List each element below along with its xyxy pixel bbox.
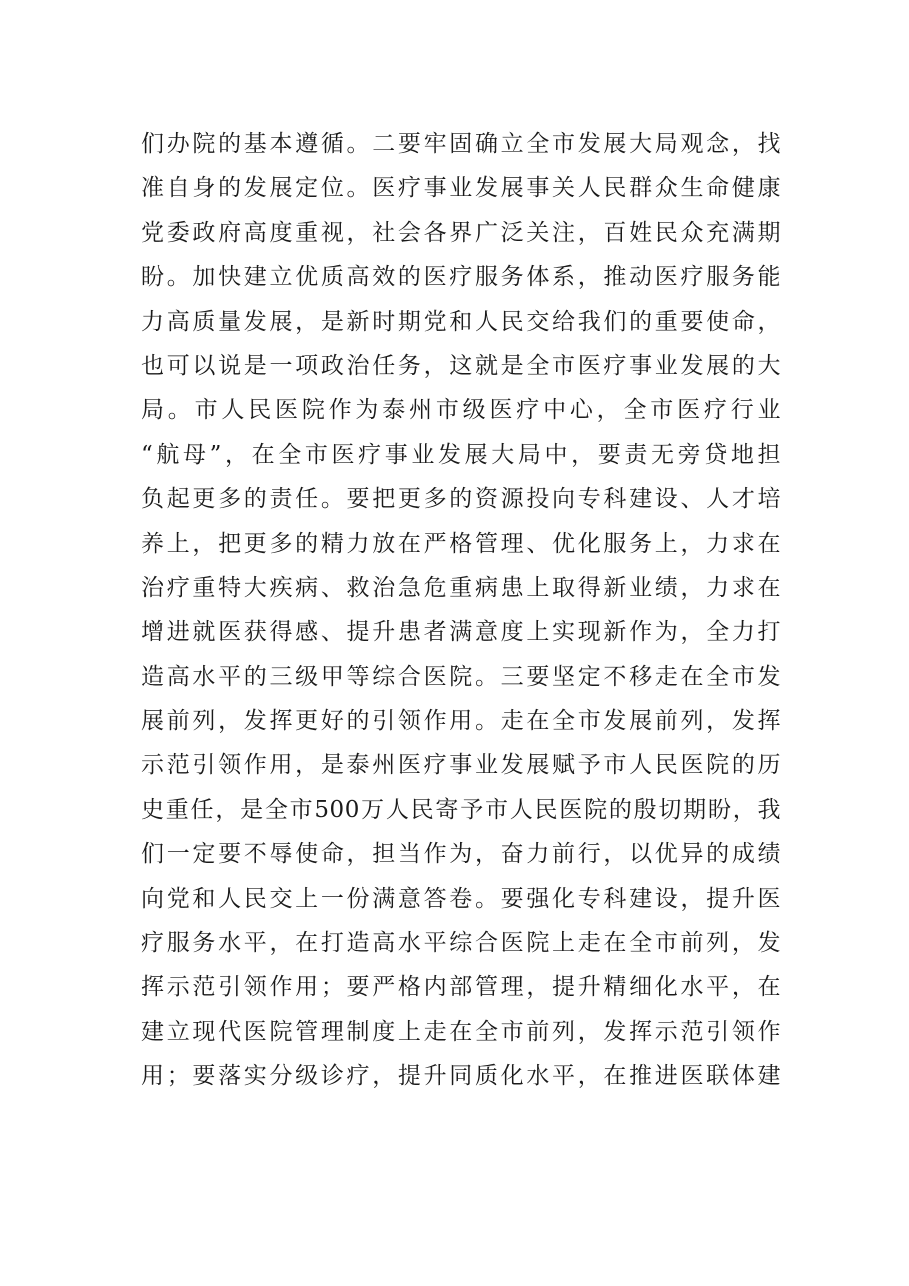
text-line: 也可以说是一项政治任务，这就是全市医疗事业发展的大 bbox=[141, 352, 781, 379]
text-line: 盼。加快建立优质高效的医疗服务体系，推动医疗服务能 bbox=[141, 264, 781, 291]
text-line: 挥示范引领作用；要严格内部管理，提升精细化水平，在 bbox=[141, 974, 781, 1001]
text-line: 建立现代医院管理制度上走在全市前列，发挥示范引领作 bbox=[141, 1018, 781, 1045]
text-line: 增进就医获得感、提升患者满意度上实现新作为，全力打 bbox=[141, 619, 781, 646]
text-line: 负起更多的责任。要把更多的资源投向专科建设、人才培 bbox=[141, 486, 781, 513]
text-line: 用；要落实分级诊疗，提升同质化水平，在推进医联体建 bbox=[141, 1063, 781, 1090]
text-line: 们办院的基本遵循。二要牢固确立全市发展大局观念，找 bbox=[141, 131, 781, 157]
text-line: “航母”，在全市医疗事业发展大局中，要责无旁贷地担 bbox=[141, 441, 781, 468]
text-line: 养上，把更多的精力放在严格管理、优化服务上，力求在 bbox=[141, 530, 781, 557]
text-line: 疗服务水平，在打造高水平综合医院上走在全市前列，发 bbox=[141, 930, 781, 957]
text-line: 造高水平的三级甲等综合医院。三要坚定不移走在全市发 bbox=[141, 663, 781, 690]
text-line: 们一定要不辱使命，担当作为，奋力前行，以优异的成绩 bbox=[141, 841, 781, 868]
text-line: 力高质量发展，是新时期党和人民交给我们的重要使命， bbox=[141, 308, 781, 335]
text-line: 准自身的发展定位。医疗事业发展事关人民群众生命健康 bbox=[141, 175, 781, 202]
body-paragraph bbox=[141, 122, 781, 1099]
text-line: 向党和人民交上一份满意答卷。要强化专科建设，提升医 bbox=[141, 885, 781, 912]
text-line: 展前列，发挥更好的引领作用。走在全市发展前列，发挥 bbox=[141, 708, 781, 735]
text-line: 党委政府高度重视，社会各界广泛关注，百姓民众充满期 bbox=[141, 219, 781, 246]
text-line: 局。市人民医院作为泰州市级医疗中心，全市医疗行业 bbox=[141, 397, 781, 424]
text-line: 史重任，是全市500万人民寄予市人民医院的殷切期盼，我 bbox=[141, 796, 781, 823]
text-line: 治疗重特大疾病、救治急危重病患上取得新业绩，力求在 bbox=[141, 574, 781, 601]
text-line: 示范引领作用，是泰州医疗事业发展赋予市人民医院的历 bbox=[141, 752, 781, 779]
